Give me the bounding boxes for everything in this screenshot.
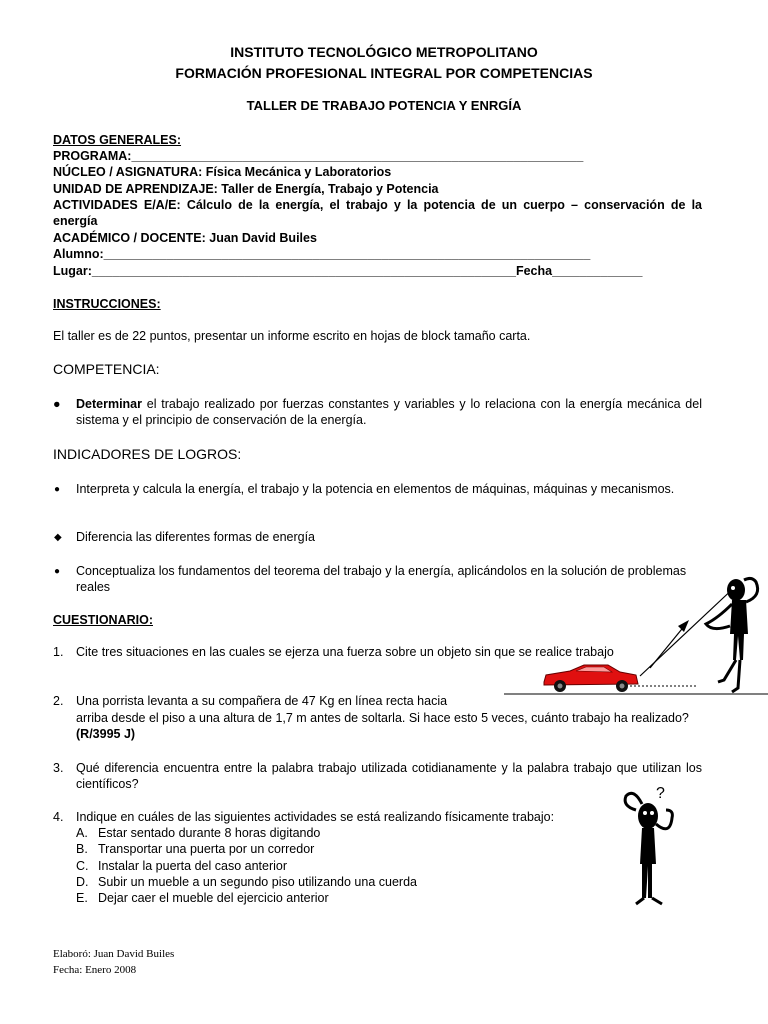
force-arrow-line [650,624,686,668]
instructions-heading: INSTRUCCIONES: [53,297,161,311]
question-number: 3. [53,761,64,775]
option-text: Transportar una puerta por un corredor [98,842,315,856]
indicator-item: Diferencia las diferentes formas de energía [76,530,316,544]
instructions-text: El taller es de 22 puntos, presentar un informe escrito en hojas de block tamaño carta. [53,329,531,343]
question-2-line2 [76,710,702,742]
indicadores-heading: INDICADORES DE LOGROS: [53,446,242,462]
option-text: Estar sentado durante 8 horas digitando [98,826,321,840]
competencia-text [76,396,702,428]
cuestionario-heading: CUESTIONARIO: [53,613,153,627]
question-3: Qué diferencia encuentra entre la palabra trabajo utilizada cotidianamente y la palabra trabajo que utilizan los científicos? [76,761,702,791]
competencia-body: el trabajo realizado por fuerzas constantes y variables y lo relaciona con la energía mecánica del sistema y el principio de conservación de la energía. [76,397,702,427]
competencia-bold-word: Determinar [76,397,142,411]
nucleo-line: NÚCLEO / ASIGNATURA: Física Mecánica y Laboratorios [53,165,392,179]
indicator-item: Interpreta y calcula la energía, el trabajo y la potencia en elementos de máquinas, máquinas y mecanismos. [76,482,675,496]
question-4: Indique en cuáles de las siguientes actividades se está realizando físicamente trabajo: [76,810,555,824]
option-letter: D. [76,875,89,889]
bullet-dot: ● [53,397,61,411]
docente-line: ACADÉMICO / DOCENTE: Juan David Builes [53,231,317,245]
option-letter: A. [76,826,88,840]
lugar-fecha-field: Lugar:_____________________________________________________________Fecha_____________ [53,264,643,278]
stick-figure-icon [625,793,672,904]
workshop-title: TALLER DE TRABAJO POTENCIA Y ENRGÍA [246,98,522,113]
general-data-heading: DATOS GENERALES: [53,133,182,147]
formation-title: FORMACIÓN PROFESIONAL INTEGRAL POR COMPETENCIAS [175,65,593,81]
question-2-line1: Una porrista levanta a su compañera de 47 Kg en línea recta hacia [76,694,448,708]
institute-title: INSTITUTO TECNOLÓGICO METROPOLITANO [230,44,538,60]
programa-field: PROGRAMA:_________________________________________________________________ [53,149,584,163]
stick-figure-icon [706,578,758,692]
option-text: Instalar la puerta del caso anterior [98,859,287,873]
car-icon [544,665,638,692]
unidad-line: UNIDAD DE APRENDIZAJE: Taller de Energía, Trabajo y Potencia [53,182,439,196]
question-number: 2. [53,694,64,708]
alumno-field: Alumno:______________________________________________________________________ [53,247,591,261]
footer-date: Fecha: Enero 2008 [53,964,137,976]
thinking-figure-illustration [612,780,692,910]
arrow-icon [678,620,689,632]
bullet-dot: ● [54,566,61,577]
competencia-heading: COMPETENCIA: [53,361,160,377]
option-letter: B. [76,842,88,856]
option-letter: E. [76,891,88,905]
bullet-dot: ● [54,484,61,495]
option-text: Subir un mueble a un segundo piso utilizando una cuerda [98,875,417,889]
question-number: 4. [53,810,64,824]
indicator-item: Conceptualiza los fundamentos del teorema del trabajo y la energía, aplicándolos en la solución de problemas reales [76,564,687,594]
car-pull-illustration [500,572,768,700]
diamond-bullet: ◆ [54,532,62,543]
option-letter: C. [76,859,89,873]
question-1: Cite tres situaciones en las cuales se ejerza una fuerza sobre un objeto sin que se realice trabajo [76,645,614,659]
actividades-line: ACTIVIDADES E/A/E: Cálculo de la energía, el trabajo y la potencia de un cuerpo – conservación de la energía [53,198,702,228]
question-2-text: arriba desde el piso a una altura de 1,7 m antes de soltarla. Si hace esto 5 veces, cuánto trabajo ha realizado? [76,711,689,725]
footer-author: Elaboró: Juan David Builes [53,948,175,960]
question-2-answer: (R/3995 J) [76,727,136,741]
question-number: 1. [53,645,64,659]
question-mark: ? [656,785,665,802]
option-text: Dejar caer el mueble del ejercicio anterior [98,891,329,905]
